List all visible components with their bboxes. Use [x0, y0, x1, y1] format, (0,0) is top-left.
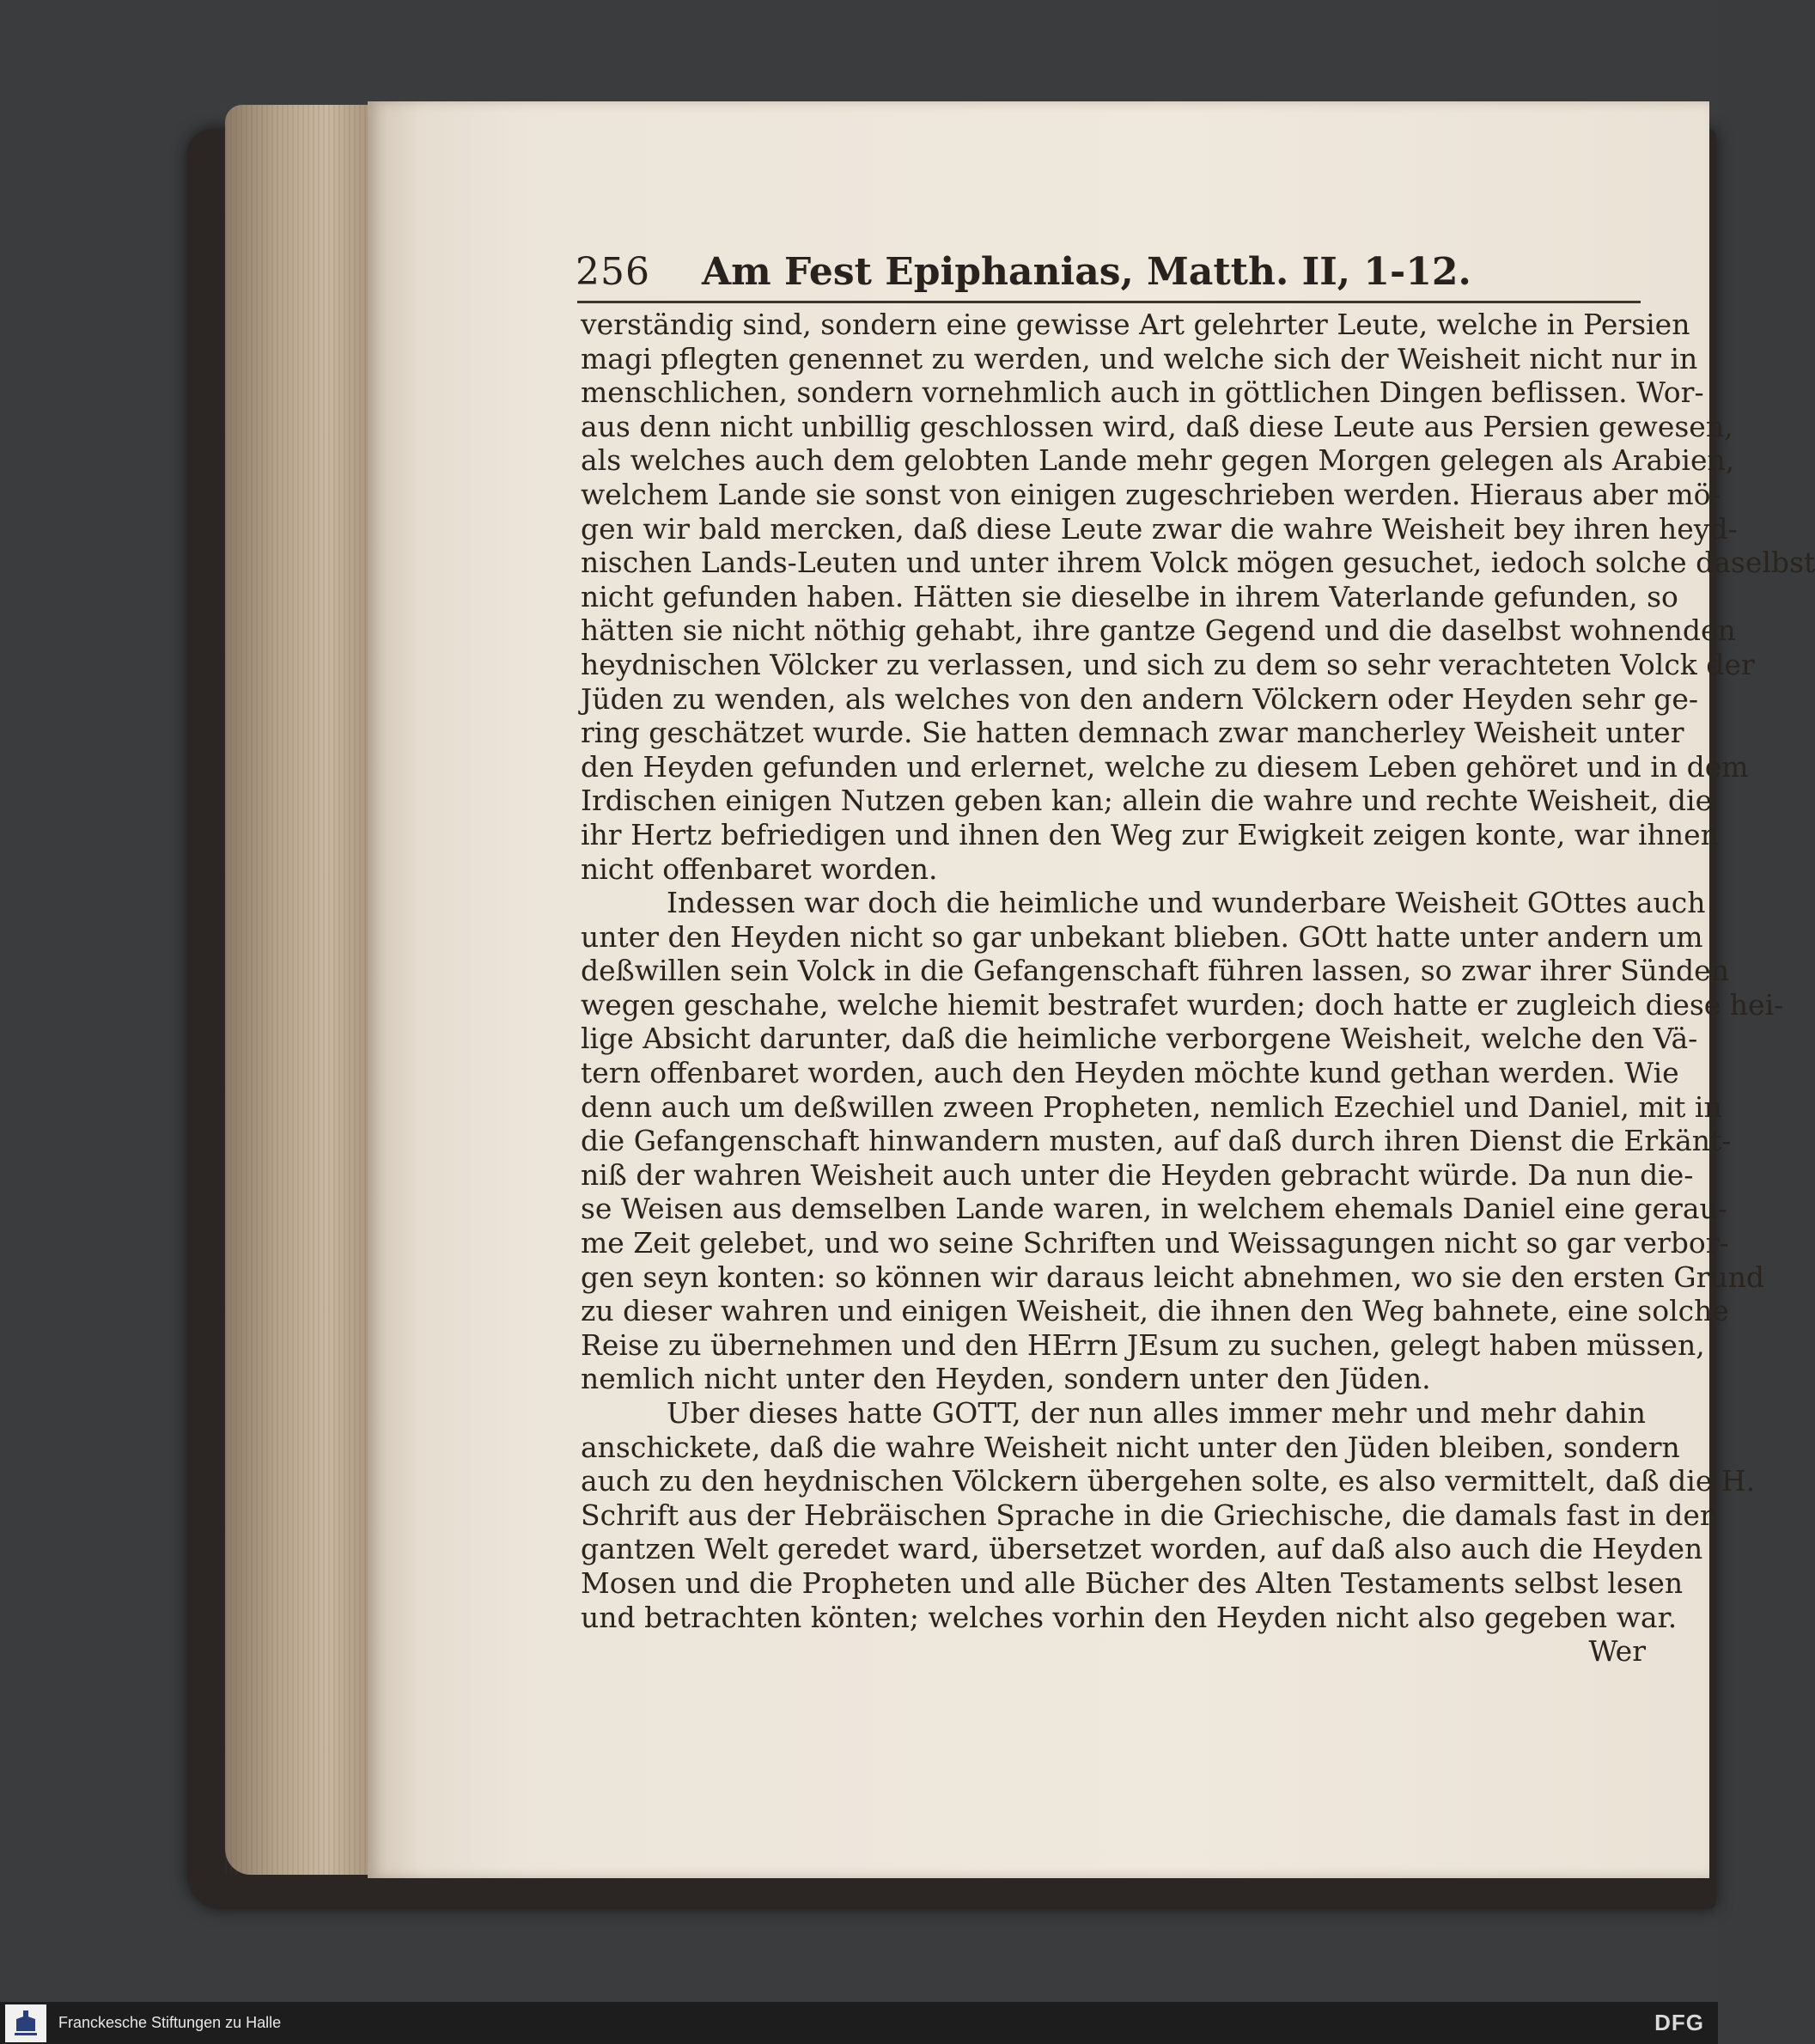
text-line: und betrachten könten; welches vorhin den Heyden nicht also gegeben war. — [581, 1600, 1678, 1634]
text-line: anschickete, daß die wahre Weisheit nicht unter den Jüden bleiben, sondern — [581, 1430, 1680, 1464]
text-line: nicht offenbaret worden. — [581, 851, 938, 886]
header-rule — [577, 301, 1641, 303]
text-line: Indessen war doch die heimliche und wunderbare Weisheit GOttes auch — [667, 886, 1706, 920]
text-line: deßwillen sein Volck in die Gefangenschaft führen lassen, so zwar ihrer Sünden — [581, 954, 1729, 988]
text-line: unter den Heyden nicht so gar unbekant blieben. GOtt hatte unter andern um — [581, 919, 1703, 954]
text-line: zu dieser wahren und einigen Weisheit, die ihnen den Weg bahnete, eine solche — [581, 1294, 1729, 1328]
text-line: den Heyden gefunden und erlernet, welche zu diesem Leben gehöret und in dem — [581, 749, 1749, 784]
text-line: die Gefangenschaft hinwandern musten, auf daß durch ihren Dienst die Erkänt- — [581, 1124, 1732, 1158]
text-line: Irdischen einigen Nutzen geben kan; allein die wahre und rechte Weisheit, die — [581, 784, 1713, 818]
text-line: se Weisen aus demselben Lande waren, in welchem ehemals Daniel eine gerau- — [581, 1192, 1727, 1226]
text-line: tern offenbaret worden, auch den Heyden möchte kund gethan werden. Wie — [581, 1056, 1679, 1090]
text-line: hätten sie nicht nöthig gehabt, ihre gantze Gegend und die daselbst wohnenden — [581, 613, 1736, 648]
dfg-logo: DFG — [1654, 2010, 1704, 2035]
text-line: nemlich nicht unter den Heyden, sondern unter den Jüden. — [581, 1362, 1431, 1396]
text-line: verständig sind, sondern eine gewisse Art gelehrter Leute, welche in Persien — [581, 308, 1690, 341]
text-line: Reise zu übernehmen und den HErrn JEsum zu suchen, gelegt haben müssen, — [581, 1327, 1705, 1362]
text-line: nischen Lands-Leuten und unter ihrem Volck mögen gesuchet, iedoch solche daselbst — [581, 546, 1815, 580]
text-line: Mosen und die Propheten und alle Bücher des Alten Testaments selbst lesen — [581, 1565, 1684, 1600]
text-line: me Zeit gelebet, und wo seine Schriften und Weissagungen nicht so gar verbor- — [581, 1226, 1729, 1260]
text-line: wegen geschahe, welche hiemit bestrafet wurden; doch hatte er zugleich diese hei- — [581, 987, 1784, 1022]
text-line: als welches auch dem gelobten Lande mehr gegen Morgen gelegen als Arabien, — [581, 443, 1735, 478]
text-line: Uber dieses hatte GOTT, der nun alles immer mehr und mehr dahin — [667, 1396, 1646, 1430]
text-line: Jüden zu wenden, als welches von den andern Völckern oder Heyden sehr ge- — [581, 681, 1699, 716]
text-line: welchem Lande sie sonst von einigen zugeschrieben werden. Hieraus aber mö- — [581, 477, 1721, 511]
body-text — [581, 308, 1815, 1669]
catchword: Wer — [1588, 1634, 1646, 1669]
institution-logo-icon — [5, 2004, 46, 2042]
text-line: aus denn nicht unbillig geschlossen wird, daß diese Leute aus Persien gewesen, — [581, 409, 1733, 443]
text-line: Schrift aus der Hebräischen Sprache in die Griechische, die damals fast in der — [581, 1498, 1714, 1532]
text-line: gantzen Welt geredet ward, übersetzet worden, auf daß also auch die Heyden — [581, 1532, 1703, 1566]
footer-bar — [0, 2002, 1718, 2044]
text-line: ring geschätzet wurde. Sie hatten demnach zwar mancherley Weisheit unter — [581, 716, 1684, 750]
text-line: lige Absicht darunter, daß die heimliche verborgene Weisheit, welche den Vä- — [581, 1022, 1698, 1056]
running-title: Am Fest Epiphanias, Matth. II, 1-12. — [701, 250, 1471, 294]
text-line: heydnischen Völcker zu verlassen, und sich zu dem so sehr verachteten Volck der — [581, 647, 1755, 681]
text-line: gen seyn konten: so können wir daraus leicht abnehmen, wo sie den ersten Grund — [581, 1260, 1765, 1294]
text-line: ihr Hertz befriedigen und ihnen den Weg zur Ewigkeit zeigen konte, war ihnen — [581, 817, 1719, 851]
page-header — [576, 225, 1649, 294]
text-line: gen wir bald mercken, daß diese Leute zwar die wahre Weisheit bey ihren heyd- — [581, 511, 1738, 546]
text-line: niß der wahren Weisheit auch unter die Heyden gebracht würde. Da nun die- — [581, 1157, 1694, 1192]
page-fore-edge — [225, 105, 371, 1875]
text-line: denn auch um deßwillen zween Propheten, nemlich Ezechiel und Daniel, mit in — [581, 1089, 1722, 1124]
text-line: auch zu den heydnischen Völckern übergehen solte, es also vermittelt, daß die H. — [581, 1464, 1756, 1498]
text-line: magi pflegten genennet zu werden, und welche sich der Weisheit nicht nur in — [581, 341, 1698, 375]
text-line: nicht gefunden haben. Hätten sie dieselbe in ihrem Vaterlande gefunden, so — [581, 579, 1678, 613]
page-number: 256 — [576, 250, 650, 294]
institution-name: Franckesche Stiftungen zu Halle — [58, 2014, 282, 2031]
text-line: menschlichen, sondern vornehmlich auch in göttlichen Dingen beflissen. Wor- — [581, 375, 1704, 410]
